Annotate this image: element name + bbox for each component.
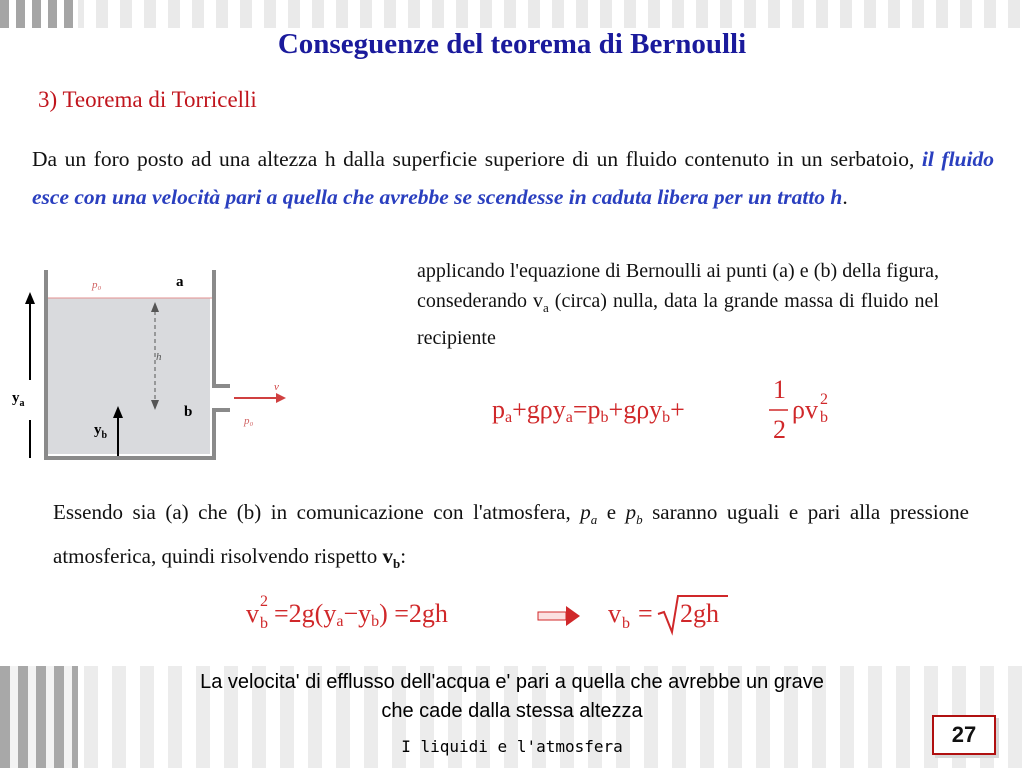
eq2-rhs1: =2g(y xyxy=(274,599,337,628)
eq1-pa-sub: a xyxy=(505,409,513,426)
eq2-vb: v xyxy=(608,599,621,628)
eq1-pa: p xyxy=(492,395,505,424)
water-fill xyxy=(48,298,210,454)
implies-arrow-shaft xyxy=(538,612,566,620)
torricelli-equation xyxy=(244,590,744,638)
label-p0-out: p₀ xyxy=(244,415,254,427)
cons-text-2: e xyxy=(597,500,626,524)
eq2-rhs2: ) =2gh xyxy=(379,599,448,628)
eq1-plus3: + xyxy=(670,395,685,424)
slide-title: Conseguenze del teorema di Bernoulli xyxy=(277,28,747,60)
applying-sub: a xyxy=(542,300,549,315)
outflow-arrowhead xyxy=(276,393,286,403)
intro-highlight: il fluido esce con una velocità pari a quella che avrebbe se scendesse in caduta libera per un tratto h xyxy=(32,147,994,209)
eq1-rhs xyxy=(792,395,818,424)
intro-text: Da un foro posto ad una altezza h dalla superficie superiore di un fluido contenuto in un serbatoio, xyxy=(32,147,922,171)
label-yb-sub: b xyxy=(101,430,108,441)
cons-text-4: : xyxy=(400,544,407,569)
cons-vb: v xyxy=(382,544,394,569)
applying-text-1: applicando l'equazione di Bernoulli ai punti (a) e (b) della figura, consederando v xyxy=(417,260,939,312)
cons-pb-sub: b xyxy=(636,512,643,528)
eq2-sup2: 2 xyxy=(260,593,268,610)
eq2-v: v xyxy=(246,599,259,628)
label-h: h xyxy=(156,351,162,363)
cons-vb-sub: b xyxy=(393,556,401,572)
cons-pa: p xyxy=(580,500,591,524)
footer-course-title: I liquidi e l'atmosfera xyxy=(401,737,623,756)
label-ya xyxy=(12,390,25,409)
eq2-eq: = xyxy=(638,599,653,628)
top-decoration xyxy=(0,0,1024,28)
consequence-paragraph xyxy=(53,494,969,582)
eq1-rho-v: ρv xyxy=(792,395,818,424)
eq2-sub-b: b xyxy=(260,615,268,632)
label-ya-sub: a xyxy=(19,398,25,409)
cons-pb: p xyxy=(625,500,637,524)
cons-text-1: Essendo sia (a) che (b) in comunicazione con l'atmosfera, xyxy=(53,500,581,524)
eq2-vb-sub: b xyxy=(622,615,630,632)
eq1-eq: =p xyxy=(572,395,601,424)
eq1-lhs xyxy=(492,395,685,426)
tank-diagram xyxy=(8,262,298,472)
eq1-pb-sub: b xyxy=(600,409,609,426)
eq2-minus: −y xyxy=(343,599,372,628)
intro-end: . xyxy=(842,185,848,209)
eq1-plus1: +gρy xyxy=(512,395,566,424)
bernoulli-equation xyxy=(490,372,850,444)
eq1-plus2: +gρy xyxy=(608,395,663,424)
bernoulli-paragraph xyxy=(417,256,939,353)
label-ya-y: y xyxy=(12,390,20,406)
eq2-rhs xyxy=(274,599,448,630)
intro-paragraph xyxy=(32,140,994,216)
eq1-vb-sub: b xyxy=(820,409,828,426)
page-number: 27 xyxy=(932,715,996,755)
eq2-sqrt-arg: 2gh xyxy=(680,599,719,628)
footer-statement-line2: che cade dalla stessa altezza xyxy=(381,700,643,722)
label-yb-y: y xyxy=(94,422,102,438)
ya-arrowhead xyxy=(25,292,35,304)
eq2-yb-sub: b xyxy=(371,613,380,630)
footer-statement-line1: La velocita' di efflusso dell'acqua e' pari a quella che avrebbe un grave xyxy=(200,671,824,693)
eq2-ya-sub: a xyxy=(336,613,344,630)
label-a: a xyxy=(176,274,184,290)
cons-text-3: saranno uguali e pari alla pressione atmosferica, quindi risolvendo rispetto xyxy=(53,500,970,569)
eq1-fraction-num: 1 xyxy=(773,375,786,404)
section-subtitle: 3) Teorema di Torricelli xyxy=(38,87,257,112)
label-v: v xyxy=(274,381,279,393)
tank-wall-right xyxy=(214,270,230,386)
cons-pa-sub: a xyxy=(590,512,598,528)
eq1-ya-sub: a xyxy=(565,409,573,426)
eq1-fraction-den: 2 xyxy=(773,415,786,444)
eq1-vb-sup: 2 xyxy=(820,391,828,408)
label-p0-top: p₀ xyxy=(92,279,102,291)
applying-text-2: (circa) nulla, data la grande massa di fluido nel recipiente xyxy=(417,290,939,349)
label-b: b xyxy=(184,404,193,420)
eq1-yb-sub: b xyxy=(662,409,671,426)
implies-arrow-head xyxy=(566,606,580,626)
